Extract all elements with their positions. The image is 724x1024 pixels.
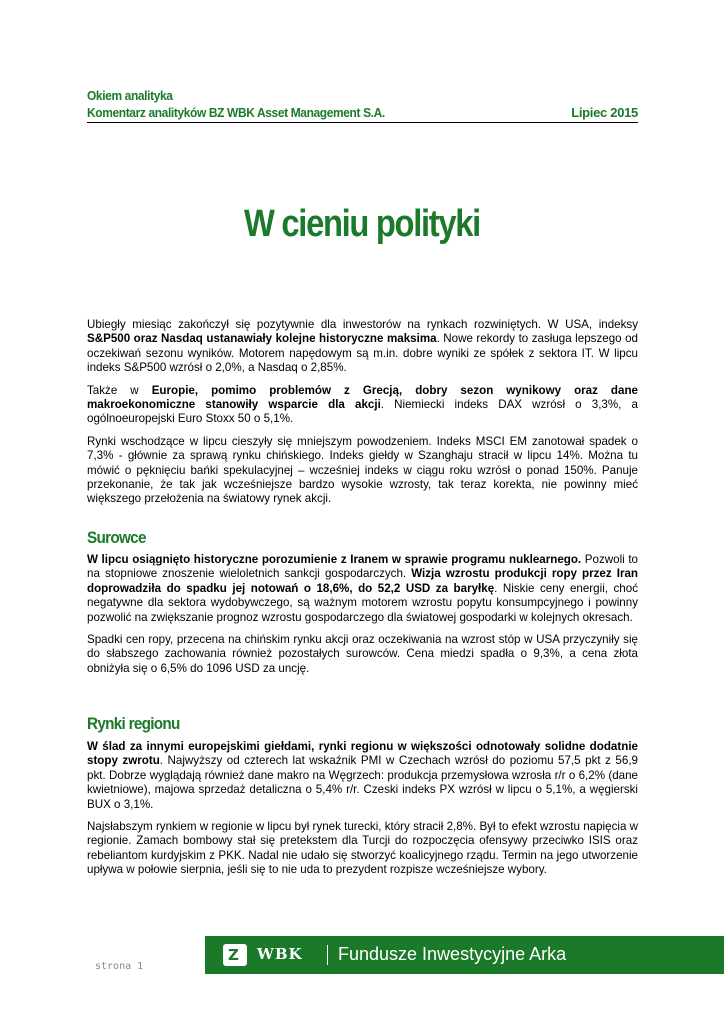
bold-run: W ślad za innymi europejskimi giełdami, rynki regionu w większości odnotowały solidne dodatnie stopy zwrotu	[87, 740, 638, 768]
bold-run: S&P500 oraz Nasdaq ustanawiały kolejne historyczne maksima	[87, 332, 437, 346]
text-run: . Najwyższy od czterech lat wskaźnik PMI w Czechach wzrósł do poziomu 57,5 pkt z 56,9 pkt. Dobrze wyglądają również dane makro na Węgrzech: produkcja przemysłowa wzrosła r/r o 6,2% (dane kwietniowe), majowa sprzedaż detaliczna o 5,4% r/r. Czeski indeks PX wzrósł w lipcu o 5,1%, a węgierski BUX o 3,1%.	[87, 754, 639, 811]
logo-divider	[327, 945, 328, 965]
surowce-section	[87, 553, 638, 684]
footer-brand-name: Fundusze Inwestycyjne Arka	[338, 944, 567, 964]
intro-section	[87, 318, 638, 515]
intro-paragraph-1	[87, 318, 638, 376]
document-title: W cieniu polityki	[244, 203, 480, 245]
logo-symbol: Z	[228, 946, 239, 964]
header-section-label: Okiem analityka	[87, 88, 173, 103]
rynki-section	[87, 740, 638, 886]
header-date: Lipiec 2015	[571, 105, 638, 120]
text-run: Także w	[87, 383, 152, 397]
section-heading-surowce: Surowce	[87, 528, 146, 547]
wbk-logo-text: WBK	[257, 945, 303, 963]
intro-paragraph-2	[87, 384, 638, 427]
rynki-paragraph-2: Najsłabszym rynkiem w regionie w lipcu był rynek turecki, który stracił 2,8%. Był to efekt wzrostu napięcia w regionie. Zamach bombowy stał się pretekstem dla Turcji do rozpoczęcia ofensywy przeciwko ISIS oraz rebeliantom kurdyjskim z PKK. Nadal nie udało się stworzyć koalicyjnego rządu. Termin na jego utworzenie upływa w połowie sierpnia, jeśli się to nie uda to prezydent rozpisze wcześniejsze wybory.	[87, 820, 638, 877]
bold-run: Wizja wzrostu produkcji ropy przez Iran doprowadziła do spadku jej notowań o 18,6%, do 52,2 USD za baryłkę	[87, 567, 638, 595]
bzwbk-logo-icon	[223, 944, 247, 966]
text-run: Ubiegły miesiąc zakończył się pozytywnie dla inwestorów na rynkach rozwiniętych. W USA, indeksy	[87, 318, 638, 331]
text-run: . Nowe rekordy to zasługa lepszego od oczekiwań sezonu wyników. Motorem napędowym są m.in. dobre wyniki ze spółek z sektora IT. W lipcu indeks S&P500 wzrósł o 2,0%, a Nasdaq o 2,85%.	[87, 332, 638, 375]
intro-paragraph-3: Rynki wschodzące w lipcu cieszyły się mniejszym powodzeniem. Indeks MSCI EM zanotował spadek o 7,3% - głównie za sprawą rynku chińskiego. Indeks giełdy w Szanghaju stracił w lipcu 14%. Można tu mówić o pęknięciu bańki spekulacyjnej – wcześniej indeks w ciągu roku wzrósł o ponad 150%. Panuje przekonanie, że tak jak wcześniejsze bardzo wysokie wzrosty, tak teraz korekta, nie powinny mieć większego przełożenia na światowy rynek akcji.	[87, 434, 638, 506]
surowce-paragraph-1	[87, 553, 638, 625]
bold-run: Europie, pomimo problemów z Grecją, dobry sezon wynikowy oraz dane makroekonomiczne stanowiły wsparcie dla akcji	[87, 383, 638, 412]
text-run: . Niskie ceny energii, choć negatywne dla sektora wydobywczego, są ważnym motorem wzrostu popytu konsumpcyjnego i powinny pozwolić na zwiększanie prognoz wzrostu gospodarczego dla światowej gospodarki w kolejnych okresach.	[87, 581, 638, 624]
rynki-paragraph-1	[87, 740, 638, 812]
page-number: strona 1	[95, 961, 144, 972]
section-heading-rynki-regionu: Rynki regionu	[87, 714, 180, 733]
text-run: Pozwoli to na stopniowe znoszenie wieloletnich sankcji gospodarczych.	[87, 553, 638, 581]
surowce-paragraph-2: Spadki cen ropy, przecena na chińskim rynku akcji oraz oczekiwania na wzrost stóp w USA przyczyniły się do słabszego zachowania również pozostałych surowców. Cena miedzi spadła o 9,3%, a cena złota obniżyła się o 6,5% do 1096 USD za uncję.	[87, 633, 638, 675]
header-subtitle: Komentarz analityków BZ WBK Asset Management S.A.	[87, 105, 385, 120]
footer-brand-bar	[205, 936, 724, 974]
bold-run: W lipcu osiągnięto historyczne porozumienie z Iranem w sprawie programu nuklearnego.	[87, 553, 582, 566]
header-row	[87, 105, 638, 123]
text-run: . Niemiecki indeks DAX wzrósł o 3,3%, a ogólnoeuropejski Euro Stoxx 50 o 5,1%.	[87, 398, 638, 426]
